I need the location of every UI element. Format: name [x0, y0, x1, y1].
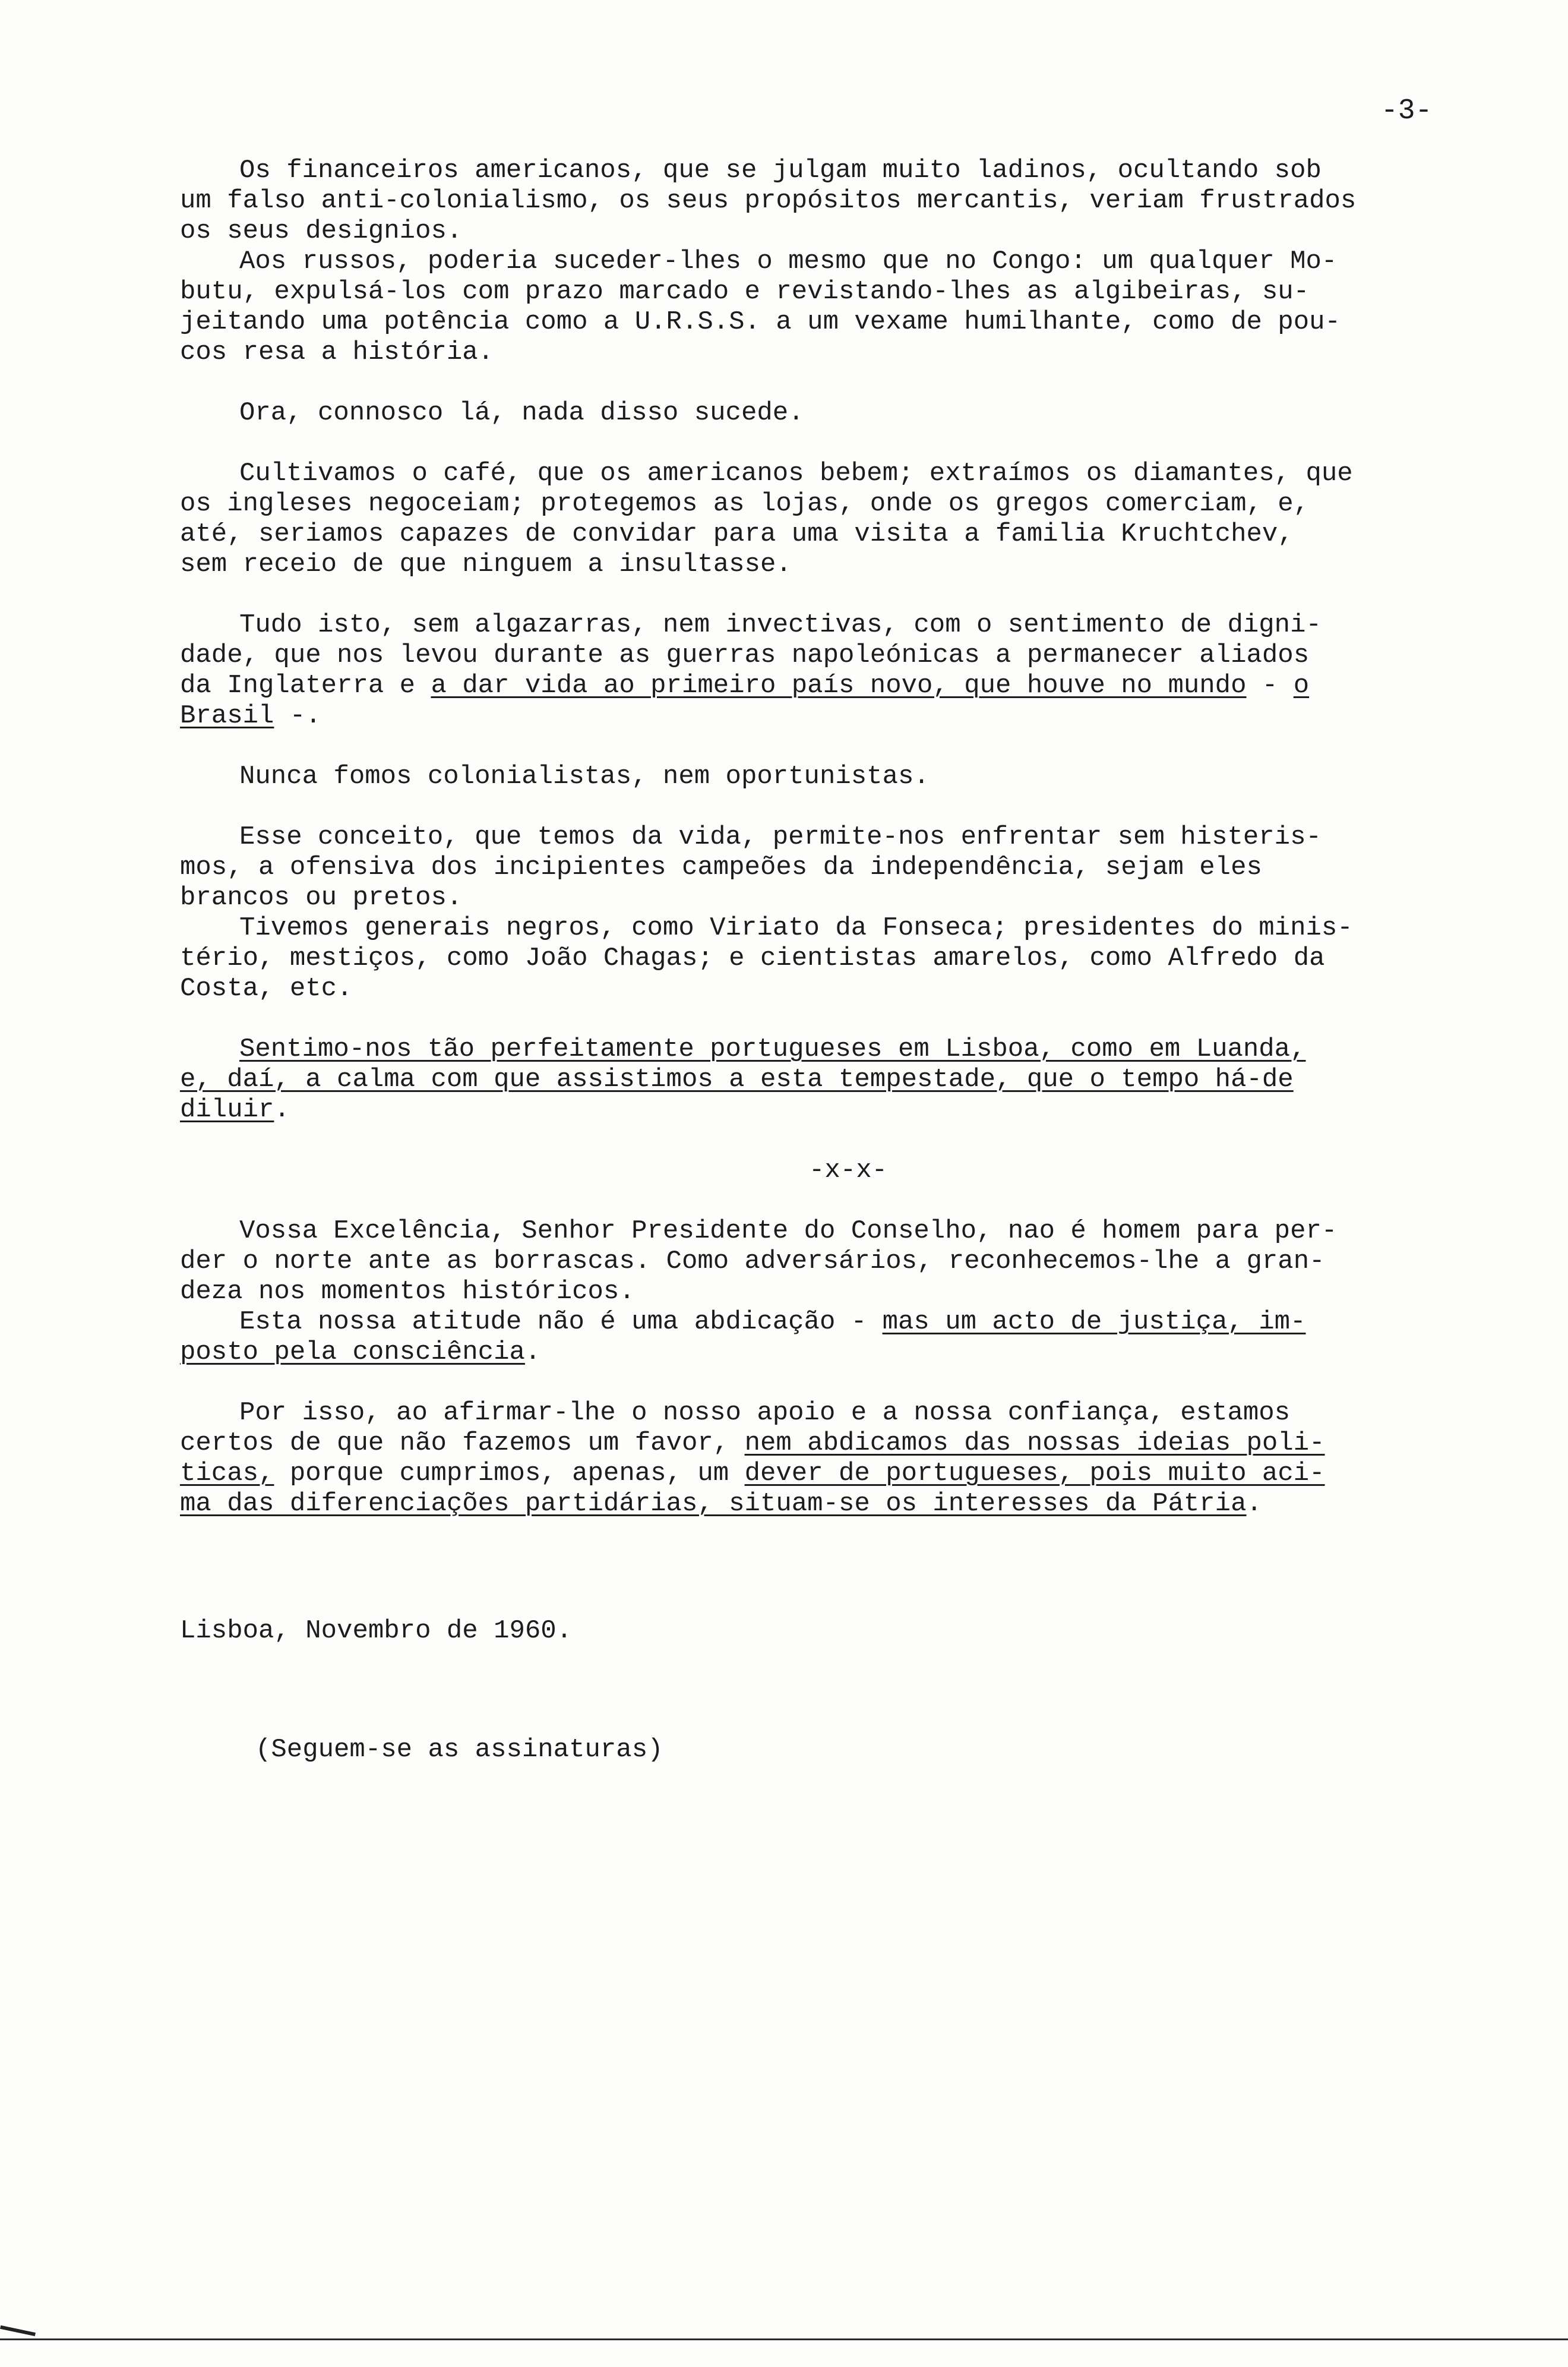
text-line — [180, 1246, 1516, 1277]
line-text: Nunca fomos colonialistas, nem oportunistas. — [239, 762, 930, 791]
text-line — [180, 519, 1516, 550]
paragraph — [180, 1034, 1516, 1125]
line-text: Costa, etc. — [180, 974, 353, 1003]
text-line — [180, 489, 1516, 519]
line-text: Cultivamos o café, que os americanos bebem; extraímos os diamantes, que — [239, 459, 1353, 488]
text-line — [180, 277, 1516, 307]
underlined-text: mas um acto de justiça, im- — [882, 1307, 1306, 1337]
paragraph-group-1 — [180, 156, 1516, 1125]
line-text: Vossa Excelência, Senhor Presidente do Conselho, nao é homem para per- — [239, 1216, 1338, 1246]
text-line — [180, 671, 1516, 701]
text-line — [180, 1065, 1516, 1095]
section-separator: -x-x- — [808, 1156, 888, 1185]
line-text: Aos russos, poderia suceder-lhes o mesmo que no Congo: um qualquer Mo- — [239, 247, 1338, 276]
line-text: Tudo isto, sem algazarras, nem invectivas, com o sentimento de digni- — [239, 610, 1322, 640]
text-line — [180, 1489, 1516, 1519]
text-line — [180, 1398, 1516, 1428]
line-text: da Inglaterra e — [180, 671, 431, 700]
underlined-text: Sentimo-nos tão perfeitamente portugueses em Lisboa, como em Luanda, — [239, 1034, 1306, 1064]
signatures-note: (Seguem-se as assinaturas) — [255, 1735, 663, 1765]
text-line — [180, 1337, 1516, 1368]
text-line — [180, 1307, 1516, 1337]
text-line — [180, 762, 1516, 792]
line-text: Os financeiros americanos, que se julgam muito ladinos, ocultando sob — [239, 156, 1322, 185]
line-text: butu, expulsá-los com prazo marcado e revistando-lhes as algibeiras, su- — [180, 277, 1310, 307]
line-text: tério, mestiços, como João Chagas; e cientistas amarelos, como Alfredo da — [180, 943, 1325, 973]
line-text: Esse conceito, que temos da vida, permite-nos enfrentar sem histeris- — [239, 822, 1322, 852]
text-line — [180, 822, 1516, 853]
underlined-text: o — [1293, 671, 1310, 700]
text-line — [180, 1459, 1516, 1489]
underlined-text: nem abdicamos das nossas ideias poli- — [744, 1428, 1325, 1458]
line-text: Tivemos generais negros, como Viriato da Fonseca; presidentes do minis- — [239, 913, 1353, 943]
paragraph — [180, 398, 1516, 428]
text-line — [180, 943, 1516, 974]
line-text: até, seriamos capazes de convidar para uma visita a familia Kruchtchev, — [180, 519, 1294, 549]
text-line — [180, 1428, 1516, 1459]
text-line — [180, 1034, 1516, 1065]
text-line — [180, 1277, 1516, 1307]
line-text: . — [1246, 1489, 1262, 1519]
text-line — [180, 247, 1516, 277]
line-text: mos, a ofensiva dos incipientes campeões da independência, sejam eles — [180, 853, 1262, 882]
line-text: . — [274, 1095, 290, 1125]
text-line — [180, 1095, 1516, 1125]
line-text: -. — [274, 701, 321, 731]
text-line — [180, 701, 1516, 731]
line-text: jeitando uma potência como a U.R.S.S. a um vexame humilhante, como de pou- — [180, 307, 1341, 337]
paragraph — [180, 156, 1516, 368]
text-line — [180, 974, 1516, 1004]
paragraph — [180, 822, 1516, 1004]
paragraph — [180, 762, 1516, 792]
paragraph — [180, 1398, 1516, 1519]
underlined-text: e, daí, a calma com que assistimos a esta tempestade, que o tempo há-de — [180, 1065, 1294, 1094]
text-line — [180, 883, 1516, 913]
line-text: deza nos momentos históricos. — [180, 1277, 635, 1306]
underlined-text: a dar vida ao primeiro país novo, que houve no mundo — [431, 671, 1247, 700]
paragraph — [180, 610, 1516, 731]
line-text: der o norte ante as borrascas. Como adversários, reconhecemos-lhe a gran- — [180, 1246, 1325, 1276]
line-text: porque cumprimos, apenas, um — [274, 1459, 745, 1488]
text-line — [180, 156, 1516, 186]
underlined-text: diluir — [180, 1095, 274, 1125]
text-line — [180, 398, 1516, 428]
underlined-text: posto pela consciência — [180, 1337, 525, 1367]
text-line — [180, 640, 1516, 671]
line-text: - — [1246, 671, 1294, 700]
text-line — [180, 216, 1516, 247]
line-text: os seus designios. — [180, 216, 463, 246]
underlined-text: ma das diferenciações partidárias, situam-se os interesses da Pátria — [180, 1489, 1247, 1519]
paragraph — [180, 459, 1516, 580]
paragraph — [180, 1216, 1516, 1368]
text-line — [180, 913, 1516, 943]
line-text: brancos ou pretos. — [180, 883, 463, 913]
line-text: um falso anti-colonialismo, os seus propósitos mercantis, veriam frustrados — [180, 186, 1357, 216]
line-text: dade, que nos levou durante as guerras napoleónicas a permanecer aliados — [180, 640, 1310, 670]
text-line — [180, 1216, 1516, 1246]
text-line — [180, 610, 1516, 640]
line-text: . — [524, 1337, 541, 1367]
page-number: -3- — [1381, 95, 1433, 127]
text-line — [180, 550, 1516, 580]
underlined-text: Brasil — [180, 701, 274, 731]
line-text: Ora, connosco lá, nada disso sucede. — [239, 398, 804, 428]
line-text: os ingleses negoceiam; protegemos as lojas, onde os gregos comerciam, e, — [180, 489, 1310, 519]
text-line — [180, 337, 1516, 368]
text-line — [180, 307, 1516, 337]
line-text: sem receio de que ninguem a insultasse. — [180, 550, 792, 579]
line-text: Por isso, ao afirmar-lhe o nosso apoio e a nossa confiança, estamos — [239, 1398, 1291, 1428]
text-line — [180, 853, 1516, 883]
paragraph-group-2 — [180, 1216, 1516, 1519]
underlined-text: ticas, — [180, 1459, 274, 1488]
text-line — [180, 459, 1516, 489]
text-line — [180, 186, 1516, 216]
line-text: Esta nossa atitude não é uma abdicação - — [239, 1307, 883, 1337]
line-text: cos resa a história. — [180, 337, 494, 367]
scan-bottom-rule — [0, 2338, 1568, 2340]
letter-body — [180, 156, 1516, 1549]
underlined-text: dever de portugueses, pois muito aci- — [744, 1459, 1325, 1488]
scan-edge-mark — [0, 2325, 36, 2336]
line-text: certos de que não fazemos um favor, — [180, 1428, 745, 1458]
place-and-date: Lisboa, Novembro de 1960. — [180, 1616, 573, 1646]
